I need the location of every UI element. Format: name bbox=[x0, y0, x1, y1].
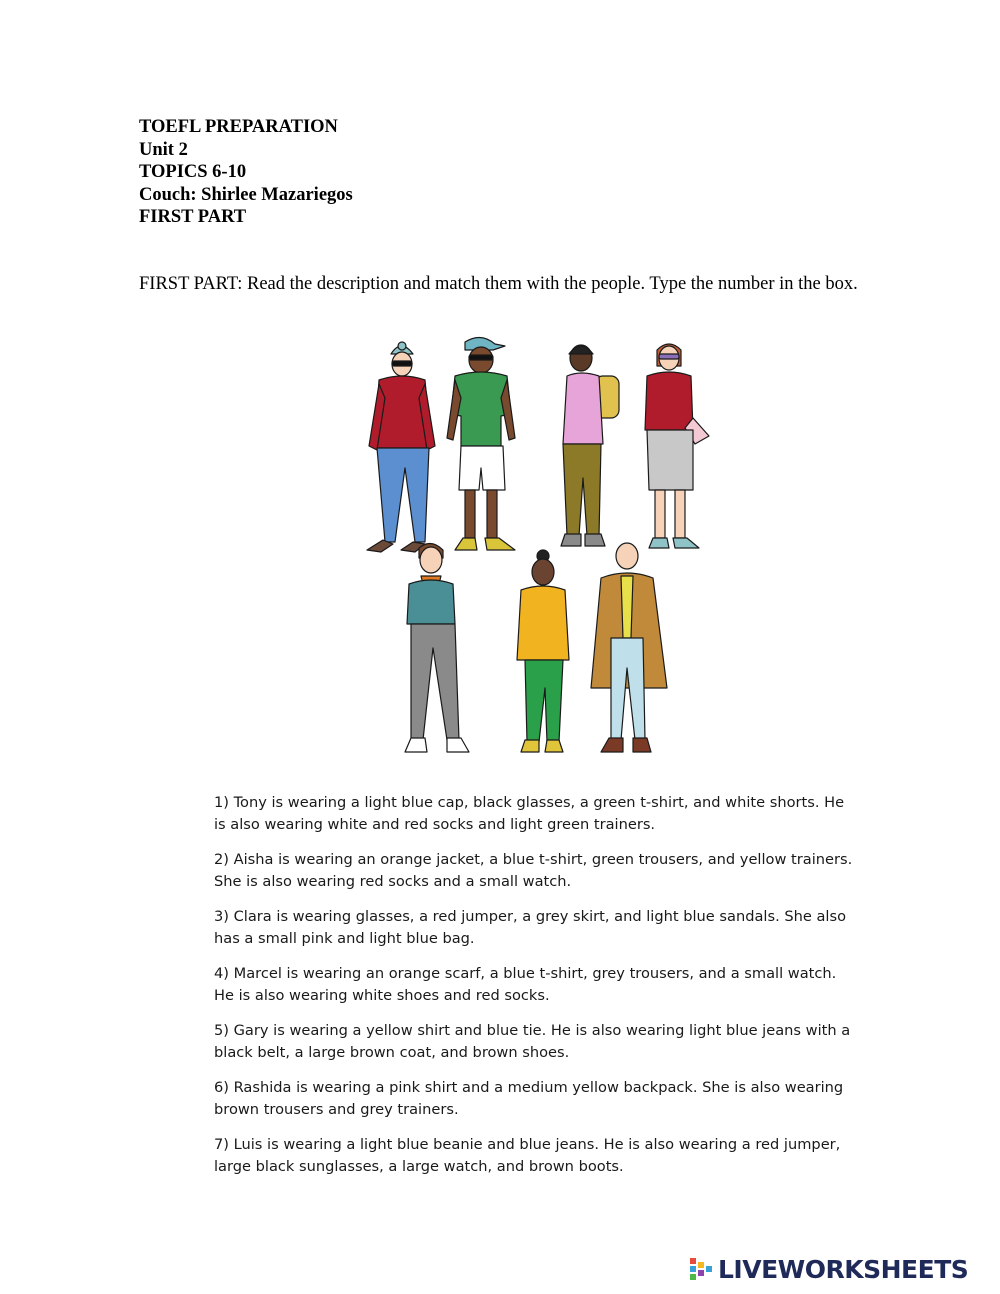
description-7: 7) Luis is wearing a light blue beanie and blue jeans. He is also wearing a red jumper, large black sunglasses, a large watch, and brown boots. bbox=[214, 1136, 841, 1175]
person-gary bbox=[591, 543, 667, 752]
topics-label: TOPICS 6-10 bbox=[139, 162, 247, 183]
part-label: FIRST PART bbox=[139, 207, 247, 228]
description-3: 3) Clara is wearing glasses, a red jumper, a grey skirt, and light blue sandals. She also has a small pink and light blue bag. bbox=[214, 908, 847, 947]
worksheet-header bbox=[139, 116, 353, 229]
person-marcel bbox=[405, 543, 469, 752]
logo-icon bbox=[690, 1256, 714, 1282]
person-clara bbox=[645, 344, 709, 548]
description-4: 4) Marcel is wearing an orange scarf, a blue t-shirt, grey trousers, and a small watch. He is also wearing white shoes and red socks. bbox=[214, 965, 837, 1004]
coach-name: Couch: Shirlee Mazariegos bbox=[139, 184, 353, 205]
brand-name: LIVEWORKSHEETS bbox=[718, 1254, 969, 1284]
person-luis bbox=[367, 342, 435, 552]
course-title: TOEFL PREPARATION bbox=[139, 117, 338, 137]
person-aisha bbox=[517, 550, 569, 752]
description-1: 1) Tony is wearing a light blue cap, black glasses, a green t-shirt, and white shorts. He is also wearing white and red socks and light green trainers. bbox=[214, 794, 845, 833]
unit-label: Unit 2 bbox=[139, 139, 188, 160]
person-rashida bbox=[561, 345, 619, 546]
people-illustration bbox=[355, 328, 715, 768]
descriptions-list bbox=[214, 792, 854, 1191]
description-5: 5) Gary is wearing a yellow shirt and blue tie. He is also wearing light blue jeans with a black belt, a large brown coat, and brown shoes. bbox=[214, 1022, 851, 1061]
person-tony bbox=[447, 337, 515, 550]
liveworksheets-logo bbox=[690, 1252, 968, 1286]
description-2: 2) Aisha is wearing an orange jacket, a blue t-shirt, green trousers, and yellow trainers. She is also wearing red socks and a small watch. bbox=[214, 851, 853, 890]
instructions-text: FIRST PART: Read the description and match them with the people. Type the number in the box. bbox=[139, 274, 858, 294]
description-6: 6) Rashida is wearing a pink shirt and a medium yellow backpack. She is also wearing brown trousers and grey trainers. bbox=[214, 1079, 844, 1118]
